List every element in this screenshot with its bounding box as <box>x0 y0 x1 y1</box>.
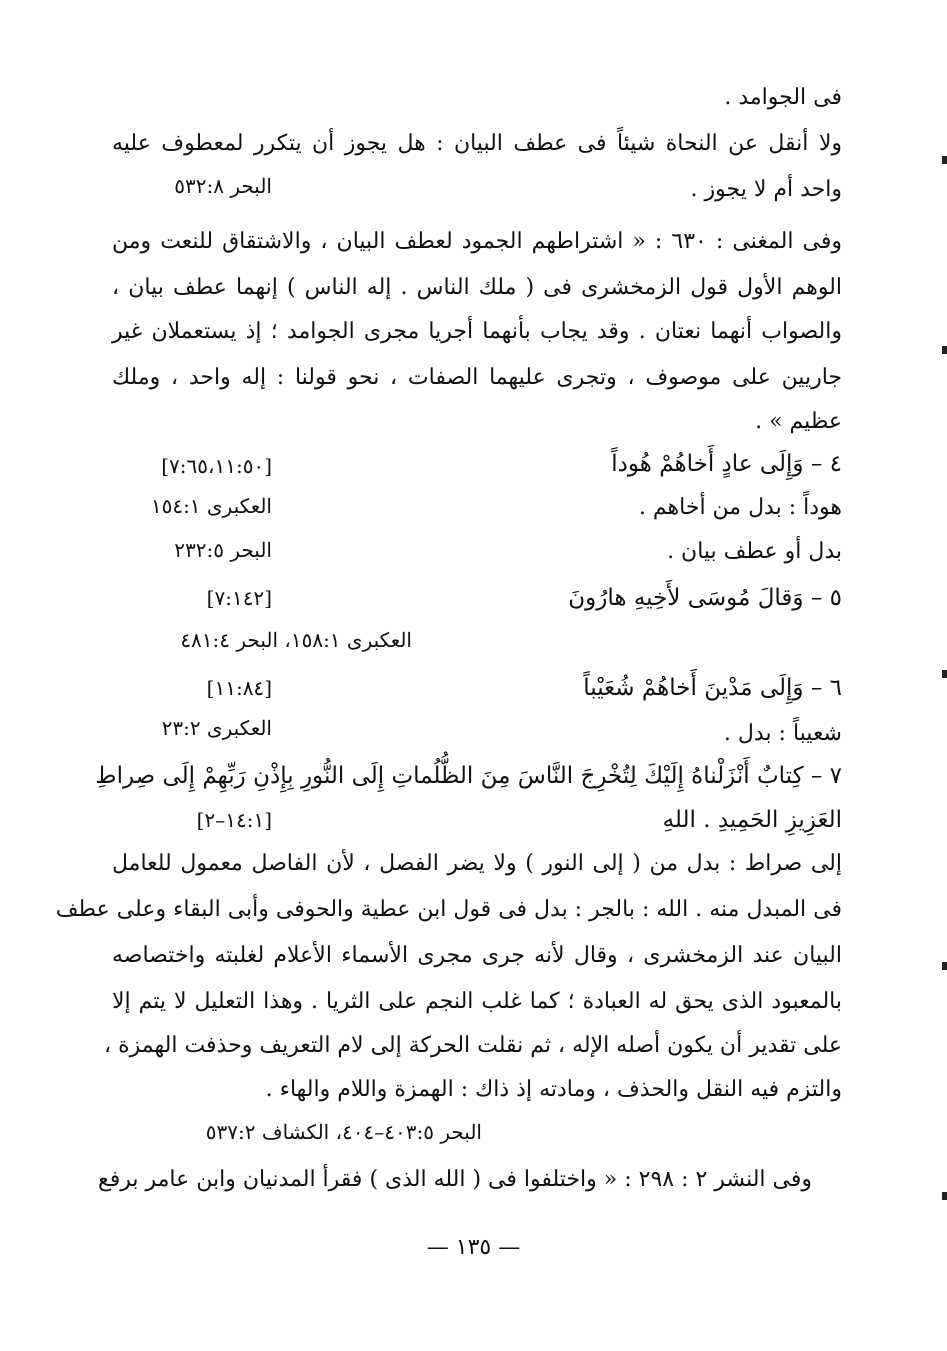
scan-edge-mark <box>942 346 947 354</box>
text-line: وفى النشر ٢ : ٢٩٨ : « واختلفوا فى ( الله الذى ) فقرأ المدنيان وابن عامر برفع <box>98 1167 812 1192</box>
scan-edge-mark <box>942 156 947 164</box>
scan-edge-mark <box>942 670 947 678</box>
verse-reference: [١٤:١–٢] <box>196 808 272 832</box>
page-number: — ١٣٥ — <box>426 1235 521 1260</box>
text-line: على تقدير أن يكون أصله الإله ، ثم نقلت الحركة إلى لام التعريف وحذفت الهمزة ، <box>104 1033 842 1058</box>
text-line: واحد أم لا يجوز . <box>690 177 842 202</box>
source-reference: البحر ٤٠٣:٥–٤٠٤، الكشاف ٥٣٧:٢ <box>205 1120 482 1144</box>
text-line: والصواب أنهما نعتان . وقد يجاب بأنهما أجريا مجرى الجوامد ؛ إذ يستعملان غير <box>112 319 842 344</box>
text-line: جاريين على موصوف ، وتجرى عليهما الصفات ، نحو قولنا : إله واحد ، وملك <box>112 365 842 390</box>
text-line: فى الجوامد . <box>724 85 842 110</box>
scan-edge-mark <box>942 962 947 970</box>
text-line: والتزم فيه النقل والحذف ، ومادته إذ ذاك : الهمزة واللام والهاء . <box>265 1077 842 1102</box>
source-reference: البحر ٥٣٢:٨ <box>174 174 272 198</box>
source-reference: العكبرى ٢٣:٢ <box>161 716 272 740</box>
text-line: إلى صراط : بدل من ( إلى النور ) ولا يضر الفصل ، لأن الفاصل معمول للعامل <box>112 851 842 876</box>
text-line: وفى المغنى : ٦٣٠ : « اشتراطهم الجمود لعطف البيان ، والاشتقاق للنعت ومن <box>112 229 842 254</box>
text-line: هوداً : بدل من أخاهم . <box>638 495 842 520</box>
quran-verse: ٦ – وَإِلَى مَدْينَ أَخاهُمْ شُعَيْباً <box>583 675 842 701</box>
verse-reference: [٧:٦٥،١١:٥٠] <box>161 454 272 478</box>
source-reference: البحر ٢٣٢:٥ <box>174 538 272 562</box>
quran-verse: ٤ – وَإِلَى عادٍ أَخاهُمْ هُوداً <box>611 451 842 477</box>
text-line: فى المبدل منه . الله : بالجر : بدل فى قول ابن عطية والحوفى وأبى البقاء وعلى عطف <box>55 897 842 922</box>
text-line: بدل أو عطف بيان . <box>667 539 842 564</box>
source-reference: العكبرى ١٥٨:١، البحر ٤٨١:٤ <box>180 628 412 652</box>
text-line: عظيم » . <box>755 409 842 434</box>
verse-reference: [١١:٨٤] <box>206 676 272 700</box>
quran-verse: ٧ – كِتابٌ أَنْزَلْناهُ إِلَيْكَ لِتُخْرِجَ النَّاسَ مِنَ الظُّلُماتِ إِلَى النُّورِ بِإِذْنِ رَبِّهِمْ إِلَى صِراطِ <box>95 763 842 789</box>
quran-verse: العَزِيزِ الحَمِيدِ . اللهِ <box>662 807 842 833</box>
text-line: بالمعبود الذى يحق له العبادة ؛ كما غلب النجم على الثريا . وهذا التعليل لا يتم إلا <box>112 989 842 1014</box>
scan-edge-mark <box>942 1192 947 1200</box>
quran-verse: ٥ – وَقالَ مُوسَى لأَخِيهِ هارُونَ <box>568 585 842 611</box>
source-reference: العكبرى ١٥٤:١ <box>150 494 272 518</box>
text-line: البيان عند الزمخشرى ، وقال لأنه جرى مجرى الأسماء الأعلام لغلبته واختصاصه <box>112 943 842 968</box>
text-line: الوهم الأول قول الزمخشرى فى ( ملك الناس . إله الناس ) إنهما عطف بيان ، <box>112 275 842 300</box>
text-line: ولا أنقل عن النحاة شيئاً فى عطف البيان : هل يجوز أن يتكرر لمعطوف عليه <box>112 131 842 156</box>
text-line: شعيباً : بدل . <box>723 721 842 746</box>
verse-reference: [٧:١٤٢] <box>206 586 272 610</box>
